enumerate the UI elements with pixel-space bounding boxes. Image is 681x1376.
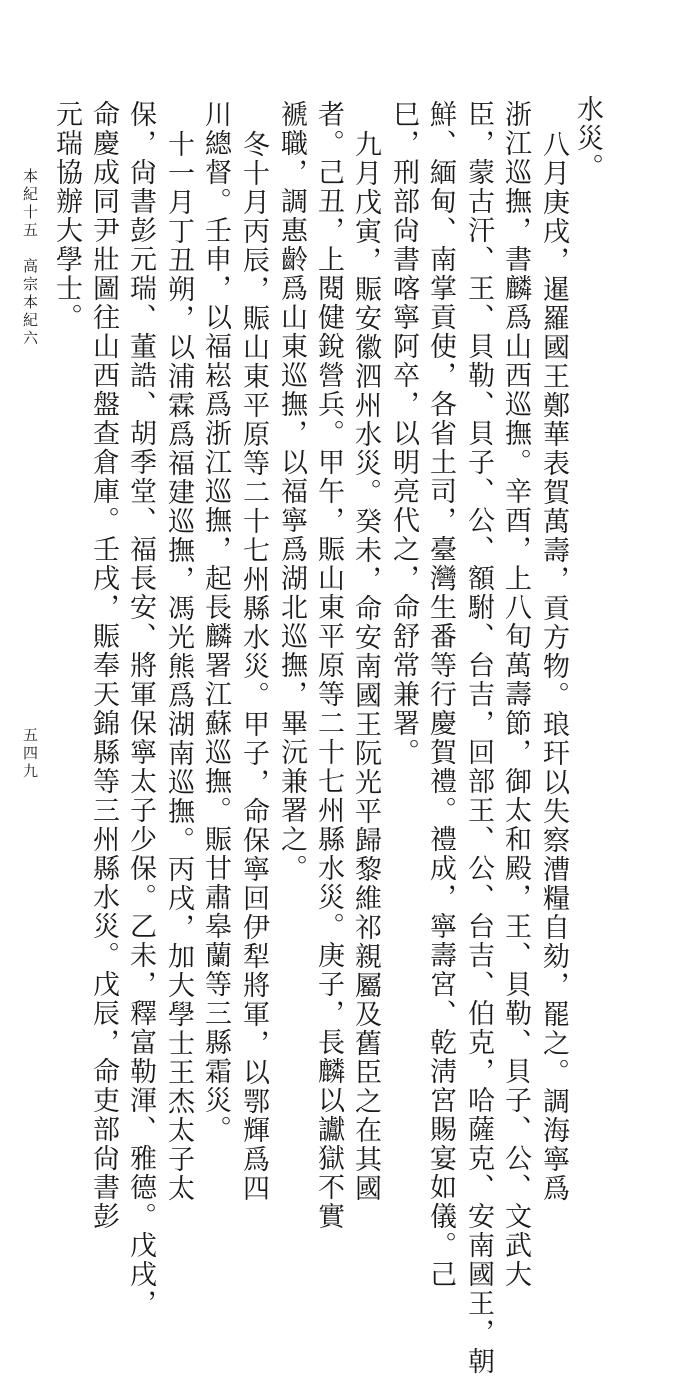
running-header: 本紀十五 高宗本紀六 bbox=[21, 168, 39, 348]
text-column-8: 者。己丑，上閱健銳營兵。甲午，賑山東平原等二十七州縣水災。庚子，長麟以讞獄不實 bbox=[313, 100, 344, 1231]
text-column-5: 鮮、緬甸、南掌貢使，各省土司，臺灣生番等行慶賀禮。禮成，寧壽宮、乾淸宮賜宴如儀。己 bbox=[425, 100, 456, 1289]
text-column-11: 川總督。壬申，以福崧爲浙江巡撫，起長麟署江蘇巡撫。賑甘肅皋蘭等三縣霜災。 bbox=[200, 100, 231, 1144]
text-column-12: 十一月丁丑朔，以浦霖爲福建巡撫，馮光熊爲湖南巡撫。丙戌，加大學士王杰太子太 bbox=[163, 130, 194, 1203]
text-column-7: 九月戊寅，賑安徽泗州水災。癸未，命安南國王阮光平歸黎維祁親屬及舊臣之在其國 bbox=[350, 130, 381, 1203]
text-column-2: 八月庚戌，暹羅國王鄭華表賀萬壽，貢方物。琅玕以失察漕糧自劾，罷之。調海寧爲 bbox=[538, 130, 569, 1203]
text-column-13: 保，尙書彭元瑞、董誥、胡季堂、福長安、將軍保寧太子少保。乙未，釋富勒渾、雅德。戊戌， bbox=[125, 100, 156, 1318]
text-column-10: 冬十月丙辰，賑山東平原等二十七州縣水災。甲子，命保寧回伊犁將軍，以鄂輝爲四 bbox=[238, 130, 269, 1203]
page-number: 五四九 bbox=[21, 727, 39, 781]
text-column-9: 褫職，調惠齡爲山東巡撫，以福寧爲湖北巡撫，畢沅兼署之。 bbox=[276, 100, 307, 883]
text-column-14: 命慶成同尹壯圖往山西盤查倉庫。壬戌，賑奉天錦縣等三州縣水災。戊辰，命吏部尙書彭 bbox=[88, 100, 119, 1231]
text-column-15: 元瑞協辦大學士。 bbox=[51, 100, 82, 332]
text-column-3: 浙江巡撫，書麟爲山西巡撫。辛酉，上八旬萬壽節，御太和殿，王、貝勒、貝子、公、文武大 bbox=[500, 100, 531, 1289]
text-column-1: 水災。 bbox=[572, 95, 603, 182]
text-column-6: 巳，刑部尙書喀寧阿卒，以明亮代之，命舒常兼署。 bbox=[388, 100, 419, 767]
text-column-4: 臣，蒙古汗、王、貝勒、貝子、公、額駙、台吉，回部王、公、台吉、伯克，哈薩克、安南國王，朝 bbox=[463, 100, 494, 1376]
